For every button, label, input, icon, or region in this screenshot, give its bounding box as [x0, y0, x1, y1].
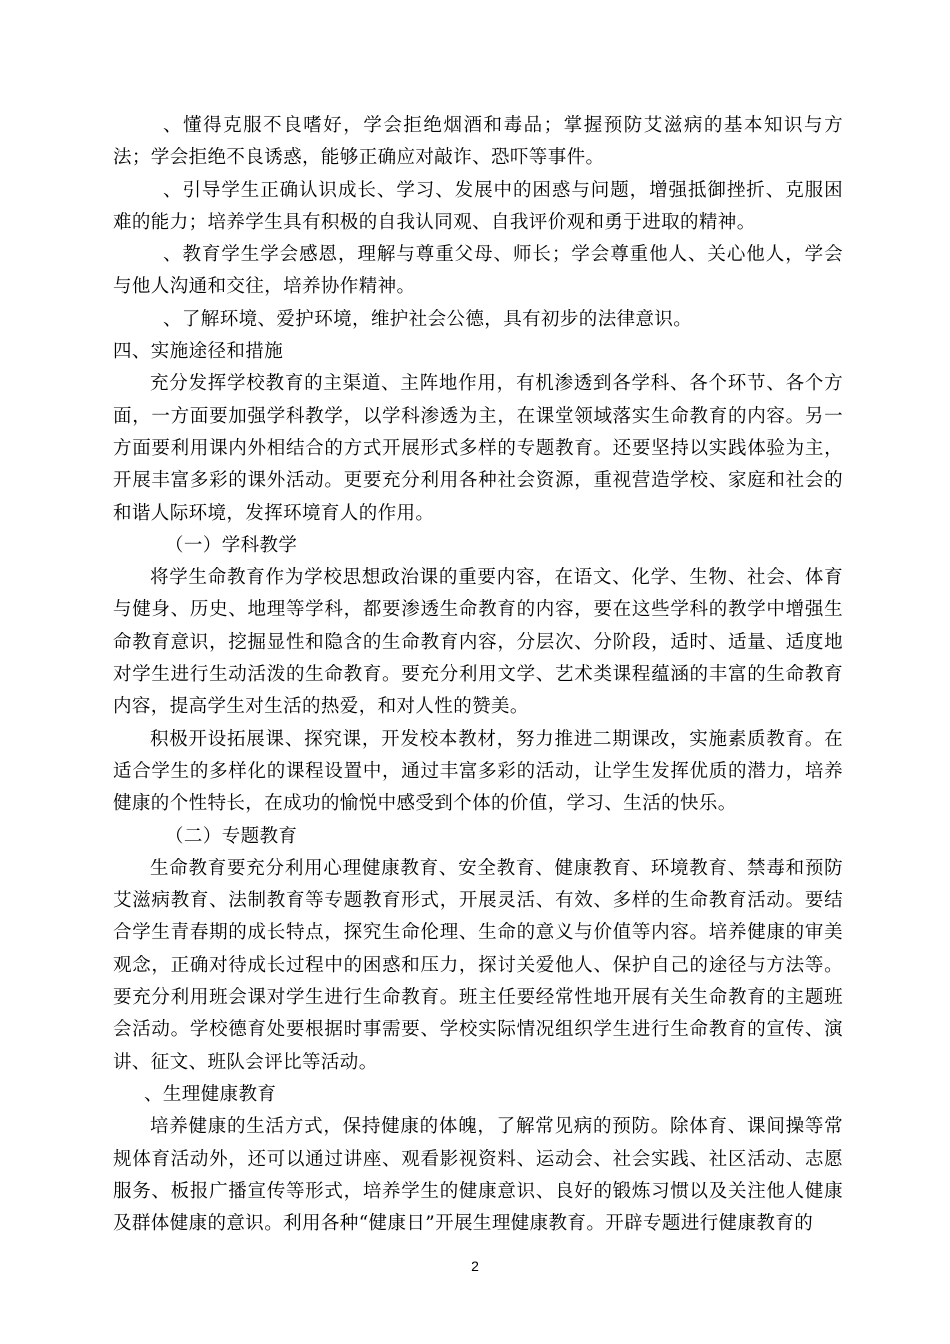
subheading-topic-education: （二）专题教育: [165, 825, 298, 847]
subheading-subject-teaching: （一）学科教学: [165, 534, 298, 556]
paragraph-physical-health: 培养健康的生活方式，保持健康的体魄，了解常见病的预防。除体育、课间操等常规体育活动外，还可以通过讲座、观看影视资料、运动会、社会实践、社区活动、志愿服务、板报广播宣传等形式，培养学生的健康意识、良好的锻炼习惯以及关注他人健康及群体健康的意识。利用各种“健康日”开展生理健康教育。开辟专题进行健康教育的: [113, 1116, 843, 1235]
list-item-refuse-bad-habits: 、懂得克服不良嗜好，学会拒绝烟酒和毒品；掌握预防艾滋病的基本知识与方法；学会拒绝不良诱惑，能够正确应对敲诈、恐吓等事件。: [113, 115, 843, 169]
section-heading-implementation: 四、实施途径和措施: [113, 341, 284, 363]
paragraph-extension-courses: 积极开设拓展课、探究课，开发校本教材，努力推进二期课改，实施素质教育。在适合学生的多样化的课程设置中，通过丰富多彩的活动，让学生发挥优质的潜力，培养健康的个性特长，在成功的愉悦中感受到个体的价值，学习、生活的快乐。: [113, 728, 843, 815]
document-body: [113, 110, 843, 1240]
list-item-environment: 、了解环境、爱护环境，维护社会公德，具有初步的法律意识。: [163, 308, 693, 330]
list-item-face-difficulties: 、引导学生正确认识成长、学习、发展中的困惑与问题，增强抵御挫折、克服困难的能力；培养学生具有积极的自我认同观、自我评价观和勇于进取的精神。: [113, 179, 843, 233]
page-number: 2: [471, 1258, 479, 1274]
paragraph-subject-teaching: 将学生命教育作为学校思想政治课的重要内容，在语文、化学、生物、社会、体育与健身、历史、地理等学科，都要渗透生命教育的内容，要在这些学科的教学中增强生命教育意识，挖掘显性和隐含的生命教育内容，分层次、分阶段，适时、适量、适度地对学生进行生动活泼的生命教育。要充分利用文学、艺术类课程蕴涵的丰富的生命教育内容，提高学生对生活的热爱，和对人性的赞美。: [113, 567, 843, 718]
paragraph-implementation-overview: 充分发挥学校教育的主渠道、主阵地作用，有机渗透到各学科、各个环节、各个方面，一方面要加强学科教学，以学科渗透为主，在课堂领域落实生命教育的内容。另一方面要利用课内外相结合的方式开展形式多样的专题教育。还要坚持以实践体验为主，开展丰富多彩的课外活动。更要充分利用各种社会资源，重视营造学校、家庭和社会的和谐人际环境，发挥环境育人的作用。: [113, 373, 843, 524]
paragraph-topic-education: 生命教育要充分利用心理健康教育、安全教育、健康教育、环境教育、禁毒和预防艾滋病教育、法制教育等专题教育形式，开展灵活、有效、多样的生命教育活动。要结合学生青春期的成长特点，探究生命伦理、生命的意义与价值等内容。培养健康的审美观念，正确对待成长过程中的困惑和压力，探讨关爱他人、保护自己的途径与方法等。要充分利用班会课对学生进行生命教育。班主任要经常性地开展有关生命教育的主题班会活动。学校德育处要根据时事需要、学校实际情况组织学生进行生命教育的宣传、演讲、征文、班队会评比等活动。: [113, 857, 843, 1073]
subheading-physical-health: 、生理健康教育: [144, 1083, 277, 1105]
list-item-gratitude: 、教育学生学会感恩，理解与尊重父母、师长；学会尊重他人、关心他人，学会与他人沟通和交往，培养协作精神。: [113, 244, 843, 298]
